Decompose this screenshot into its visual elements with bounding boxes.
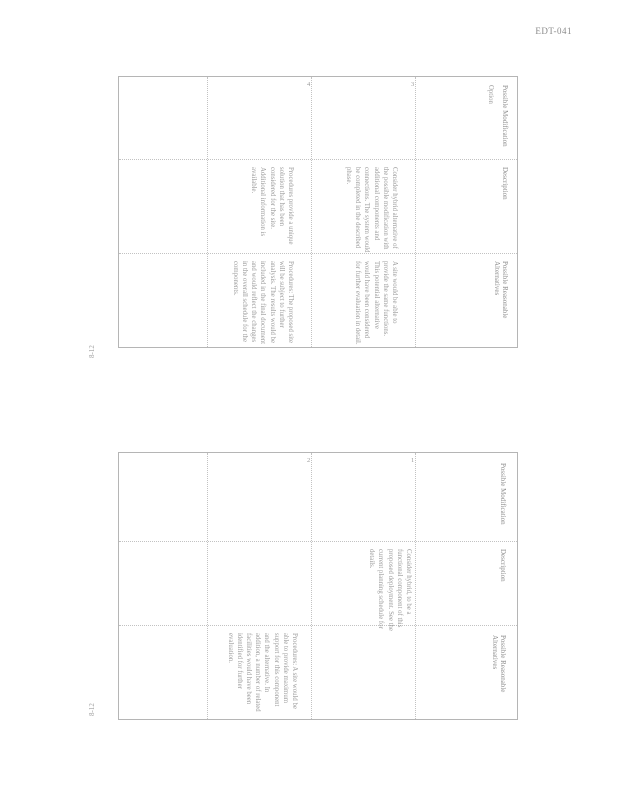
table-left-header-3: Possible Reasonable Alternatives: [490, 635, 507, 693]
cell-alternatives: A site would be able to provide the same functions. This potential alternative would have been considered for further evaluation in detail.: [354, 261, 398, 345]
table-left-header-1: Possible Modification: [499, 463, 507, 525]
table-left: [118, 452, 518, 720]
row-number: 2: [307, 457, 311, 464]
page-number-right: 8-12: [88, 345, 96, 358]
row-number: 3: [411, 81, 415, 88]
page-number-left: 8-12: [88, 703, 96, 716]
cell-alternatives: Procedures: The proposed site will be subject to further analysis. The results would be included in the final document and would reflect the changes in the overall schedule for the components.: [231, 261, 294, 345]
table-right: [118, 76, 518, 348]
row-number: 1: [411, 457, 415, 464]
cell-description: Consider hybrid alternative of the possible modification with additional components and connections. The system would be completed in the described phase.: [345, 167, 398, 253]
row-number: 4: [307, 81, 311, 88]
cell-alternatives: Procedures: A site would be able to provide maximum support for this component and the alternative. In addition, a number of related facilities would have been identified for further evaluation.: [226, 633, 298, 712]
table-left-header-2: Description: [499, 549, 507, 582]
table-right-header-2: Description: [501, 167, 509, 200]
cell-description: Consider hybrid, to be a functional component of this proposed deployment. See the current planning schedule for details.: [368, 549, 412, 631]
cell-description: Procedures provide a unique solution that has been considered for the site. Additional information is available.: [250, 167, 294, 245]
table-right-header-3: Possible Reasonable Alternatives: [492, 261, 509, 319]
document-id: EDT-041: [535, 26, 572, 36]
cell-modification: Option: [487, 85, 494, 104]
table-right-header-1: Possible Modification: [501, 85, 509, 147]
